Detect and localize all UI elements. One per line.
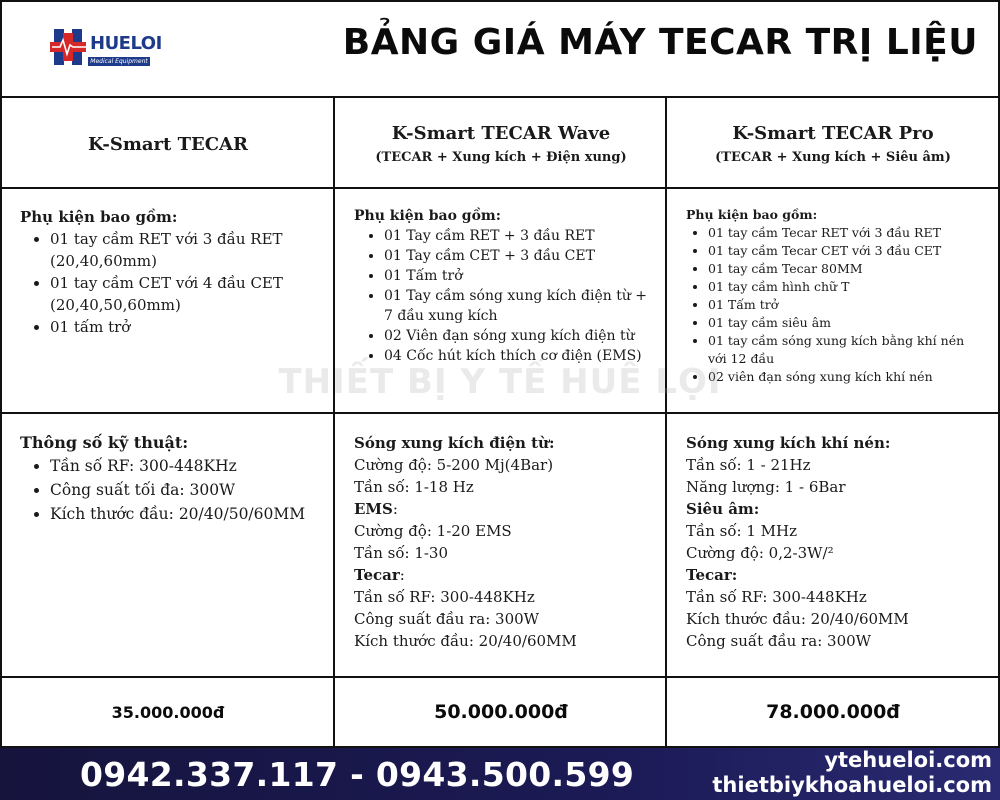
list-item: • 01 tay cầm Tecar 80MM <box>708 260 986 278</box>
website-link-2[interactable]: thietbiykhoahueloi.com <box>712 773 992 797</box>
spec-line: Kích thước đầu: 20/40/60MM <box>354 632 577 650</box>
spec-line: Tần số: 1 - 21Hz <box>686 456 811 474</box>
spec-line: Tần số RF: 300-448KHz <box>686 588 867 606</box>
product-name: K-Smart TECAR <box>88 133 248 155</box>
page-title: BẢNG GIÁ MÁY TECAR TRỊ LIỆU <box>342 22 978 63</box>
list-item: • Công suất tối đa: 300W <box>50 478 322 502</box>
spec-line: Cường độ: 0,2-3W/² <box>686 544 834 562</box>
spec-line: Công suất đầu ra: 300W <box>686 632 872 650</box>
list-item: • 01 tay cầm Tecar CET với 3 đầu CET <box>708 242 986 260</box>
price-2: 50.000.000đ <box>434 701 568 723</box>
list-item: • 01 tay cầm siêu âm <box>708 314 986 332</box>
header <box>0 0 1000 98</box>
spec-heading: Tecar: <box>686 566 738 584</box>
spec-line: Tần số: 1-18 Hz <box>354 478 474 496</box>
accessories-cell-3 <box>668 190 998 412</box>
list-item: • 04 Cốc hút kích thích cơ điện (EMS) <box>384 346 654 366</box>
accessories-title: Phụ kiện bao gồm: <box>686 207 818 222</box>
website-link-1[interactable]: ytehueloi.com <box>824 748 992 772</box>
product-header-1 <box>2 100 334 188</box>
accessories-list <box>354 226 654 366</box>
brand-logo <box>50 27 162 67</box>
specs-cell-2 <box>336 414 666 676</box>
list-item: • 01 Tấm trở <box>708 296 986 314</box>
list-item: • 01 tay cầm CET với 4 đầu CET (20,40,50,60mm) <box>50 272 322 316</box>
accessories-cell-2 <box>336 190 666 412</box>
list-item: • 01 tay cầm RET với 3 đầu RET (20,40,60mm) <box>50 228 322 272</box>
product-name: K-Smart TECAR Pro <box>732 123 934 144</box>
medical-cross-icon <box>50 27 86 67</box>
product-subtitle: (TECAR + Xung kích + Siêu âm) <box>715 150 951 165</box>
list-item: • Kích thước đầu: 20/40/50/60MM <box>50 502 322 526</box>
spec-line: Cường độ: 1-20 EMS <box>354 522 512 540</box>
product-subtitle: (TECAR + Xung kích + Điện xung) <box>375 150 627 165</box>
spec-line: Cường độ: 5-200 Mj(4Bar) <box>354 456 554 474</box>
accessories-list <box>20 228 322 338</box>
spec-heading: Siêu âm: <box>686 500 760 518</box>
product-header-2 <box>336 100 666 188</box>
product-header-3 <box>668 100 998 188</box>
specs-title: Thông số kỹ thuật: <box>20 433 189 452</box>
logo-text: HUELOI <box>90 33 162 54</box>
list-item: • 01 tay cầm Tecar RET với 3 đầu RET <box>708 224 986 242</box>
list-item: • 01 Tay cầm CET + 3 đầu CET <box>384 246 654 266</box>
list-item: • 01 tay cầm hình chữ T <box>708 278 986 296</box>
spec-line: Tần số: 1 MHz <box>686 522 797 540</box>
price-3: 78.000.000đ <box>766 701 900 723</box>
list-item: • 02 viên đạn sóng xung kích khí nén <box>708 368 986 386</box>
spec-heading: EMS <box>354 500 393 518</box>
accessories-cell-1 <box>2 190 334 412</box>
list-item: • 01 tay cầm sóng xung kích bằng khí nén với 12 đầu <box>708 332 986 368</box>
spec-line: Tần số RF: 300-448KHz <box>354 588 535 606</box>
spec-line: Năng lượng: 1 - 6Bar <box>686 478 846 496</box>
spec-heading-row <box>354 498 654 520</box>
hotline-numbers: 0942.337.117 - 0943.500.599 <box>80 755 635 794</box>
spec-heading: Sóng xung kích khí nén: <box>686 434 891 452</box>
spec-line: Công suất đầu ra: 300W <box>354 610 540 628</box>
watermark: THIẾT BỊ Y TẾ HUÊ LỌI <box>278 362 722 402</box>
spec-line: Kích thước đầu: 20/40/60MM <box>686 610 909 628</box>
list-item: • 01 Tay cầm RET + 3 đầu RET <box>384 226 654 246</box>
spec-line: Tần số: 1-30 <box>354 544 449 562</box>
list-item: • 01 Tấm trở <box>384 266 654 286</box>
accessories-list <box>686 224 986 386</box>
logo-tagline: Medical Equipment <box>88 57 150 66</box>
footer-bar <box>0 748 1000 800</box>
product-name: K-Smart TECAR Wave <box>391 123 611 144</box>
specs-cell-3 <box>668 414 998 676</box>
spec-heading-row <box>354 564 654 586</box>
specs-list <box>20 454 322 526</box>
spec-heading-colon: : <box>392 500 398 518</box>
list-item: • 02 Viên đạn sóng xung kích điện từ <box>384 326 654 346</box>
list-item: • 01 Tay cầm sóng xung kích điện từ + 7 đầu xung kích <box>384 286 654 326</box>
spec-heading: Tecar <box>354 566 400 584</box>
accessories-title: Phụ kiện bao gồm: <box>20 208 178 226</box>
spec-heading-colon: : <box>399 566 405 584</box>
list-item: • Tần số RF: 300-448KHz <box>50 454 322 478</box>
specs-cell-1 <box>2 414 334 676</box>
price-1: 35.000.000đ <box>111 702 225 722</box>
list-item: • 01 tấm trở <box>50 316 322 338</box>
accessories-title: Phụ kiện bao gồm: <box>354 208 501 224</box>
spec-heading: Sóng xung kích điện từ: <box>354 434 555 452</box>
